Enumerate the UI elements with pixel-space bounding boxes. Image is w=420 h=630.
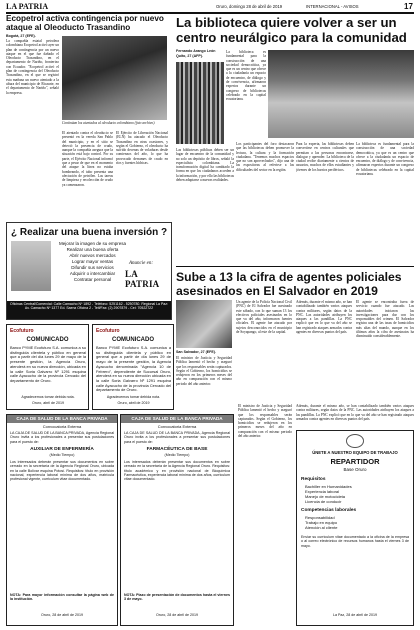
ad-footer-bar: Oficinas Central/Comercial: Calle Camacho Nº 1892 - Teléfono: 5251162 - 5250780. Regional La Paz: Av. Camacho Nº 1377 Ed. Saenz Oficina 2 - Telf/Fax: (2) 2907879 - Cel: 70522722 [7,301,171,319]
job-ad-req-item: Licencia de conducir [305,499,342,504]
police-headline: Sube a 13 la cifra de agentes policiales asesinados en El Salvador en 2019 [176,270,402,298]
library-headline: La biblioteca quiere volver a ser un centro neurálgico para la comunidad [176,15,407,45]
classified-note: NOTA: Para mayor información consultar la página web de la institución. [10,593,114,602]
ecopetrol-column-1: La compañía estatal petrolera colombiana Ecopetrol activó ayer un plan de contingencia por un nuevo ataque en el que fue dañado el Oleoducto Trasandino, en el departamento de Nariño, fronterizo con Ecuador. "Ecopetrol activó el plan de contingencia del Oleoducto Trasandino, en el que se registró esta mañana un nuevo atentado a la altura del municipio de Ricaurte, en el departamento de Nariño", señaló la empresa. [6,39,59,95]
notice-closing: Agradecemos tomar debida nota. [21,395,75,399]
ecopetrol-dateline: Bogotá, 27 (EFE). [6,34,36,38]
ad-line: Contratar personal [73,277,112,282]
ecopetrol-photo-caption: Continúan los atentados al oleoducto colombiano (foto archivo). [62,121,156,125]
job-ad-req-heading: Requisitos [301,477,326,482]
job-ad [296,430,414,626]
ecopetrol-photo [62,36,167,120]
classified-subbanner: Convocatoria Externa [42,424,82,429]
ad-line: Adquirir o intercambiar [69,271,116,276]
ecopetrol-column-3: El Ejército de Liberación Nacional (ELN) ha atacado el Oleoducto Trasandino en otras ocasiones, y según el Gobierno, el oleoducto ha sufrido decenas de voladuras desde comienzos del año, lo que ha provocado derrames de crudo en ríos y fuentes hídricas. [116,131,168,166]
classified-body: Los interesados deberán presentar sus documentos en sobre cerrado en la secretaría de la Agencia Regional Oruro, ubicada en la calle Bolívar esquina Potosí. Requisitos: título en provisión nacional, experiencia laboral mínima de dos años, matrícula profesional vigente, curriculum vitae documentado. [10,460,114,482]
ad-line: Mejorar la imagen de su empresa [58,241,127,246]
notice-2 [92,324,174,410]
ad-brand-logo: LA PATRIA [125,269,160,289]
job-ad-title: ÚNETE A NUESTRO EQUIPO DE TRABAJO [312,450,398,455]
dateline: Oruro, domingo 28 de abril de 2019 [216,4,283,9]
police-body [176,300,414,400]
ecofuturo-logo: Ecofuturo [10,328,34,334]
library-photo-main [268,50,414,138]
notice-title: COMUNICADO [112,337,154,343]
job-ad-req-list [305,484,411,504]
job-ad-req-item: Manejo de motocicleta [305,494,346,499]
police-photo [176,300,232,348]
ad-line: Realizar una buena oferta [66,247,119,252]
ad-line: Abrir nuevos mercados [69,253,116,258]
classified-intro: LA CAJA DE SALUD DE LA BANCA PRIVADA, Agencia Regional Oruro invita a los profesionales a presentar sus postulaciones para el puesto de: [10,431,114,444]
ad-cta: Anuncie en: [129,261,154,266]
job-ad-req-item: Experiencia laboral [305,489,340,494]
job-ad-place-date: La Paz, 28 de abril de 2019 [333,613,377,617]
job-ad-logo [346,434,364,448]
classified-place-date: Oruro, 28 de abril de 2019 [41,613,83,617]
library-column-1: La biblioteca es fundamental para la construcción de una sociedad democrática, ya que es un centro que ofrece a la ciudadanía un espacio de encuentro, de diálogo y de convivencia, afirmaron expertos durante un congreso de bibliotecas celebrado en la capital ecuatoriana. [226,50,266,102]
notice-1 [6,324,89,410]
notice-place-date: Oruro, abril de 2019 [117,401,150,405]
ad-bullet-list [55,241,130,283]
job-ad-base: Base Oruro [343,467,367,472]
library-byline: Fernando Arango León [176,49,216,53]
notice-title: COMUNICADO [26,337,69,343]
job-ad-role: REPARTIDOR [330,457,380,466]
police-column-5: Además, durante el mismo año, se han contabilizado también varios ataques contra militares, según datos de la PNC. Las autoridades atribuyen los ataques a las pandillas. La PNC explicó que en lo que va del año se han registrado ataques armados contra agentes en diversos puntos del país. [296,404,414,421]
classified-position: FARMACÉUTICA DE BASE [146,447,208,452]
police-column-3: El agente se encontraba fuera de servicio cuando fue atacado. Las autoridades iniciaron las investigaciones para dar con los responsables del crimen. El Salvador registra una de las tasas de homicidios más altas del mundo, aunque en los últimos años la cifra de asesinatos ha disminuido considerablemente. [356,300,414,339]
section-label: INTERNACIONAL - AVISOS [306,4,359,9]
library-column-5: La biblioteca es fundamental para la construcción de una sociedad democrática, ya que es un centro que ofrece a la ciudadanía un espacio de encuentro, de diálogo y de convivencia, afirmaron expertos durante un congreso de bibliotecas celebrado en la capital ecuatoriana. [356,142,414,177]
ecofuturo-logo: Ecofuturo [96,328,120,334]
job-ad-comp-heading: Competencias laborales [301,508,357,513]
library-photo-stacks [176,62,224,144]
classified-intro: LA CAJA DE SALUD DE LA BANCA PRIVADA, Agencia Regional Oruro invita a los profesionales a presentar sus postulaciones para el puesto de: [124,431,230,444]
classified-place-date: Oruro, 28 de abril de 2019 [156,613,198,617]
classified-schedule: (Medio Tiempo) [49,453,75,457]
police-column-1: Un agente de la Policía Nacional Civil (PNC) de El Salvador fue asesinado este sábado, con lo que suman 13 los efectivos policiales asesinados en lo que va del año, informaron fuentes oficiales. El agente fue atacado por sujetos desconocidos en el municipio de Soyapango, al este de la capital. [236,300,292,335]
library-column-3: Los participantes del foro destacaron que las bibliotecas deben promover la lectura, la cultura y la formación ciudadana. "Tenemos muchos espacios que no son aprovechados", dijo una de las expositoras al referirse a las dificultades del sector en la región. [236,142,294,172]
job-ad-comp-item: Atención al cliente [305,525,338,530]
classified-banner: CAJA DE SALUD DE LA BANCA PRIVADA [7,415,117,423]
classified-schedule: (Medio Tiempo) [164,453,190,457]
police-column-2: Además, durante el mismo año, se han contabilizado también varios ataques contra militares, según datos de la PNC. Las autoridades atribuyen los ataques a las pandillas. La PNC explicó que en lo que va del año se han registrado ataques armados contra agentes en diversos puntos del país. [296,300,352,335]
notice-place-date: Oruro, abril de 2019 [32,401,64,405]
ad-line: Lograr mayor ventas [71,259,114,264]
library-story [176,14,414,264]
page-header [6,2,414,12]
job-ad-contact: Enviar su curriculum vitae documentado a la oficina de la empresa o al correo electrónico de recursos humanos hasta el viernes 3 de mayo. [301,535,409,548]
police-dateline: San Salvador, 27 (EFE). [176,350,216,354]
job-ad-req-item: Bachiller en Humanidades [305,484,352,489]
notice-body: Banco PYME Ecofuturo S.A. comunica a su distinguida clientela y público en general que a partir de día lunes 29 de mayo de la presente gestión, la Agencia Ayacucho denominada "Agencia 10 de Febrero", dependiente de Sucursal Oruro, atenderá en su nueva dirección ubicada en la calle Soria Galvarro Nº 1291 esquina calle Ayacucho de la provincia Cercado del departamento de Oruro. [96,346,171,393]
police-column-4: El ministro de Justicia y Seguridad Pública lamentó el hecho y aseguró que los responsables serán capturados. Según el Gobierno, los homicidios se redujeron en los primeros meses del año en comparación con el mismo periodo del año anterior. [238,404,292,439]
library-column-2: Las bibliotecas públicas deben ser un lugar de encuentro de la comunidad y no solo un depósito de libros, señaló la especialista colombiana. La transformación digital ha cambiado la forma en que los ciudadanos acceden a la información, y por ello las bibliotecas deben adaptarse a nuevas realidades. [176,148,234,183]
job-ad-comp-item: Responsabilidad [305,515,335,520]
ad-question: ¿ Realizar una buena inversión ? [11,227,168,238]
la-patria-ad [6,222,172,320]
classified-body: Los interesados deberán presentar sus documentos en sobre cerrado en la secretaría de la Agencia Regional Oruro. Requisitos: título académico y en provisión nacional de Bioquímica Farmacéutica, experiencia laboral mínima de dos años, curriculum vitae documentado. [124,460,230,482]
classified-position: AUXILIAR DE ENFERMERÍA [30,447,94,452]
page-number: 17 [404,2,413,11]
ecopetrol-headline: Ecopetrol activa contingencia por nuevo ataque al Oleoducto Trasandino [6,14,164,32]
masthead: LA PATRIA [6,2,49,11]
library-dateline: Quito, 27 (AFP). [176,54,203,58]
notice-body: Banco PYME Ecofuturo S.A. comunica a su distinguida clientela y público en general que a partir del día lunes 29 de mayo de la presente gestión, la Agencia Oruro, atenderá en su nueva dirección, ubicada en la calle Soria Galvarro Nº 1291 esquina calle Ayacucho de la provincia Cercado del departamento de Oruro. [10,346,86,383]
ad-line: Difundir sus servicios [71,265,114,270]
ad-photo [11,241,51,291]
classified-subbanner: Convocatoria Externa [157,424,197,429]
classified-1 [6,414,118,626]
notice-closing: Agradecemos tomar debida nota. [106,395,161,399]
classified-banner: CAJA DE SALUD DE LA BANCA PRIVADA [121,415,233,423]
job-ad-comp-item: Trabajo en equipo [305,520,338,525]
classified-note: NOTA: Plazo de presentación de documentos hasta el viernes 3 de mayo. [124,593,230,602]
ecopetrol-column-2: El atentado contra el oleoducto se presentó en la vereda San Pablo del municipio, y en el sitio se detectó la presencia de crudo, aunque la compañía asegura que la situación está bajo control. Por su parte, el Ejército Nacional informó que a pesar de que en el momento del ataque la línea no estaba bombeando, el tubo presenta una afectación de petróleo. Las tareas de limpieza y recolección de crudo ya comenzaron. [62,131,113,187]
classified-2 [120,414,234,626]
section-rule [176,266,414,267]
ecopetrol-story [6,14,172,219]
job-ad-comp-list [305,515,411,530]
library-column-4: Para la experta, las bibliotecas deben convertirse en centros culturales que permitan a las personas encontrarse, dialogar y aprender. La biblioteca de la ciudad recibe diariamente a cientos de usuarios, muchos de ellos estudiantes y jóvenes de los barrios periféricos. [296,142,354,172]
police-column-0: El ministro de Justicia y Seguridad Pública lamentó el hecho y aseguró que los responsables serán capturados. Según el Gobierno, los homicidios se redujeron en los primeros meses del año en comparación con el mismo periodo del año anterior. [176,356,232,386]
